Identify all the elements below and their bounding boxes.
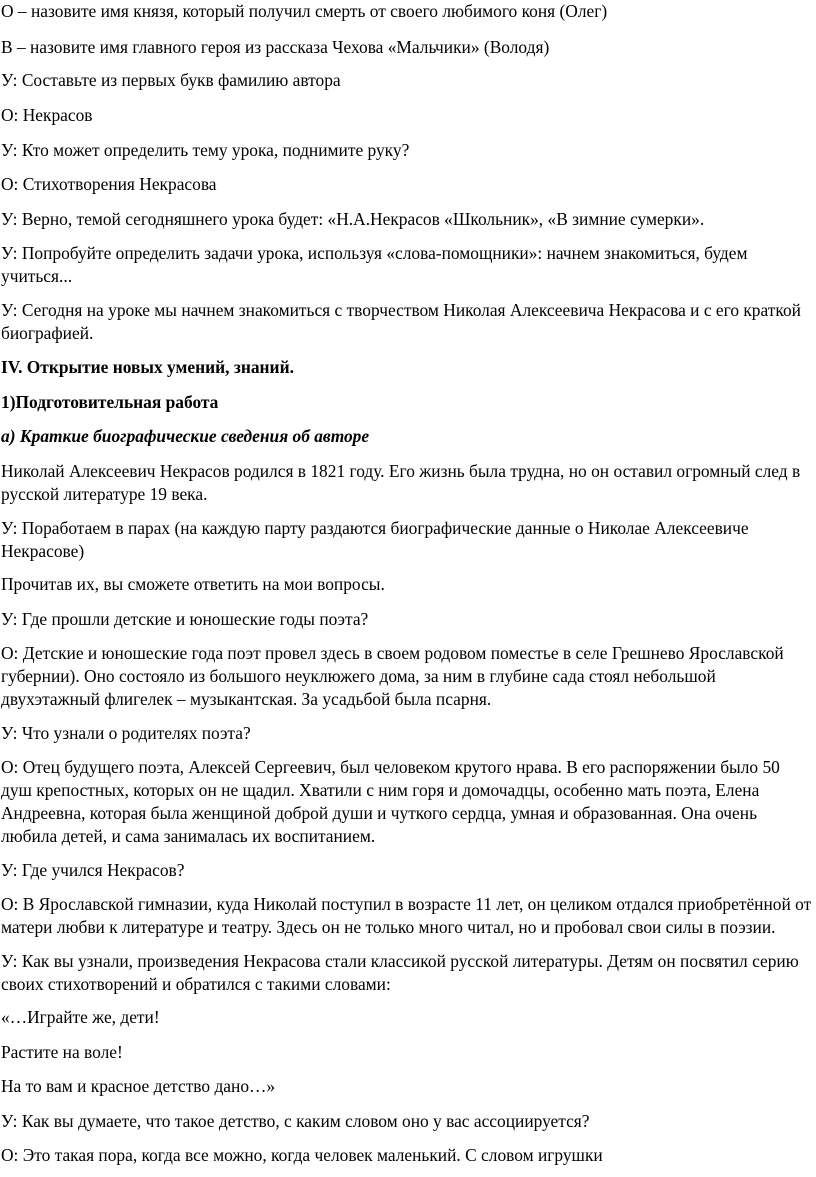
- paragraph: У: Кто может определить тему урока, поднимите руку?: [1, 140, 410, 160]
- section-heading: IV. Открытие новых умений, знаний.: [1, 357, 294, 377]
- paragraph: О – назовите имя князя, который получил смерть от своего любимого коня (Олег): [1, 1, 608, 21]
- paragraph: У: Поработаем в парах (на каждую парту раздаются биографические данные о Николае Алексеевиче Некрасове): [1, 518, 749, 561]
- paragraph: О: Это такая пора, когда все можно, когда человек маленький. С словом игрушки: [1, 1145, 603, 1165]
- paragraph: У: Попробуйте определить задачи урока, используя «слова-помощники»: начнем знакомиться, будем учиться...: [1, 243, 748, 286]
- paragraph: У: Верно, темой сегодняшнего урока будет: «Н.А.Некрасов «Школьник», «В зимние сумерки».: [1, 209, 705, 229]
- paragraph: У: Где прошли детские и юношеские годы поэта?: [1, 609, 369, 629]
- poem-line: «…Играйте же, дети!: [1, 1007, 160, 1027]
- subsection-heading: 1)Подготовительная работа: [1, 392, 219, 412]
- paragraph: О: Отец будущего поэта, Алексей Сергеевич, был человеком крутого нрава. В его распоряжении было 50 душ крепостных, которых он не щадил. Хватили с ним горя и домочадцы, особенно мать поэта, Елена Андреевна, которая была женщиной доброй души и чуткого сердца, умная и образованная. Она очень любила детей, и сама занималась их воспитанием.: [1, 757, 780, 846]
- paragraph: Николай Алексеевич Некрасов родился в 1821 году. Его жизнь была трудна, но он оставил огромный след в русской литературе 19 века.: [1, 461, 801, 504]
- paragraph: У: Сегодня на уроке мы начнем знакомиться с творчеством Николая Алексеевича Некрасова и с его краткой биографией.: [1, 300, 801, 343]
- paragraph: У: Где учился Некрасов?: [1, 860, 185, 880]
- paragraph: У: Что узнали о родителях поэта?: [1, 723, 251, 743]
- paragraph: О: В Ярославской гимназии, куда Николай поступил в возрасте 11 лет, он целиком отдался приобретённой от матери любви к литературе и театру. Здесь он не только много читал, но и пробовал свои силы в поэзии.: [1, 894, 812, 937]
- paragraph: В – назовите имя главного героя из рассказа Чехова «Мальчики» (Володя): [1, 37, 550, 57]
- paragraph: О: Стихотворения Некрасова: [1, 174, 217, 194]
- paragraph: О: Некрасов: [1, 105, 93, 125]
- subsection-heading: а) Краткие биографические сведения об авторе: [1, 426, 370, 446]
- paragraph: У: Как вы думаете, что такое детство, с каким словом оно у вас ассоциируется?: [1, 1111, 590, 1131]
- paragraph: Прочитав их, вы сможете ответить на мои вопросы.: [1, 574, 385, 594]
- paragraph: У: Как вы узнали, произведения Некрасова стали классикой русской литературы. Детям он посвятил серию своих стихотворений и обратился с такими словами:: [1, 951, 799, 994]
- paragraph: У: Составьте из первых букв фамилию автора: [1, 70, 341, 90]
- paragraph: О: Детские и юношеские года поэт провел здесь в своем родовом поместье в селе Грешнево Ярославской губернии). Оно состояло из большого неуклюжего дома, за ним в глубине сада стоял небольшой двухэтажный флигелек – музыкантская. За усадьбой была псарня.: [1, 643, 784, 709]
- poem-line: Растите на воле!: [1, 1042, 123, 1062]
- poem-line: На то вам и красное детство дано…»: [1, 1076, 276, 1096]
